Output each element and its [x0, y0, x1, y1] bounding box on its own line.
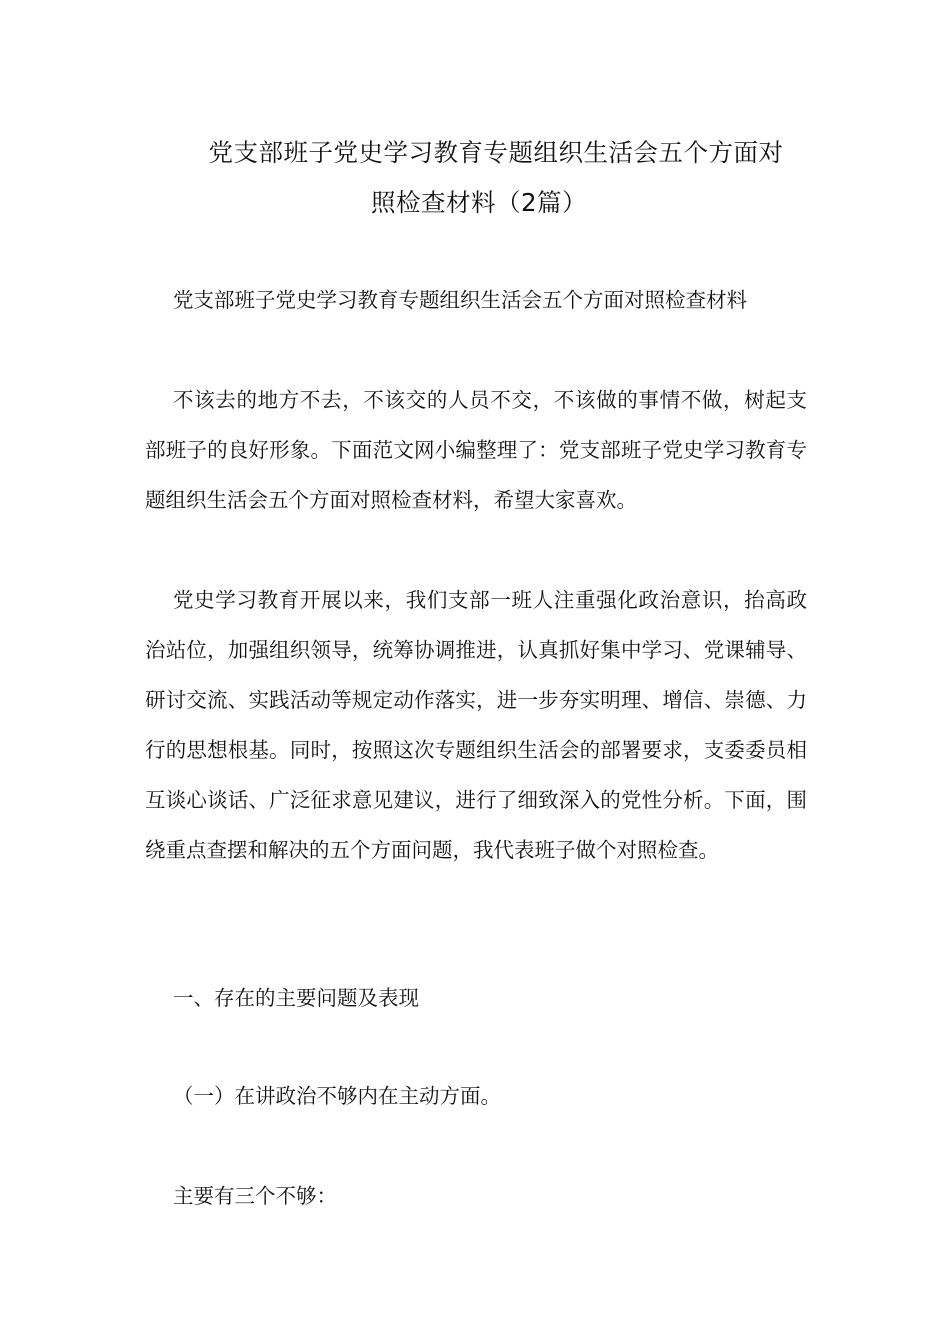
subsection-heading: （一）在讲政治不够内在主动方面。	[173, 1084, 501, 1108]
title-line-2: 照检查材料（2篇）	[370, 188, 588, 217]
list-intro: 主要有三个不够：	[173, 1184, 337, 1208]
section-heading: 一、存在的主要问题及表现	[173, 986, 419, 1010]
body-paragraph: 党史学习教育开展以来，我们支部一班人注重强化政治意识，抬高政治站位，加强组织领导，统筹协调推进，认真抓好集中学习、党课辅导、研讨交流、实践活动等规定动作落实，进一步夯实明理、增信、崇德、力行的思想根基。同时，按照这次专题组织生活会的部署要求，支委委员相互谈心谈话、广泛征求意见建议，进行了细致深入的党性分析。下面，围绕重点查摆和解决的五个方面问题，我代表班子做个对照检查。	[145, 588, 807, 862]
document-subtitle: 党支部班子党史学习教育专题组织生活会五个方面对照检查材料	[173, 288, 747, 312]
intro-paragraph: 不该去的地方不去，不该交的人员不交，不该做的事情不做，树起支部班子的良好形象。下面范文网小编整理了：党支部班子党史学习教育专题组织生活会五个方面对照检查材料，希望大家喜欢。	[145, 388, 807, 512]
document-title	[145, 128, 805, 228]
title-line-1: 党支部班子党史学习教育专题组织生活会五个方面对	[208, 138, 784, 167]
